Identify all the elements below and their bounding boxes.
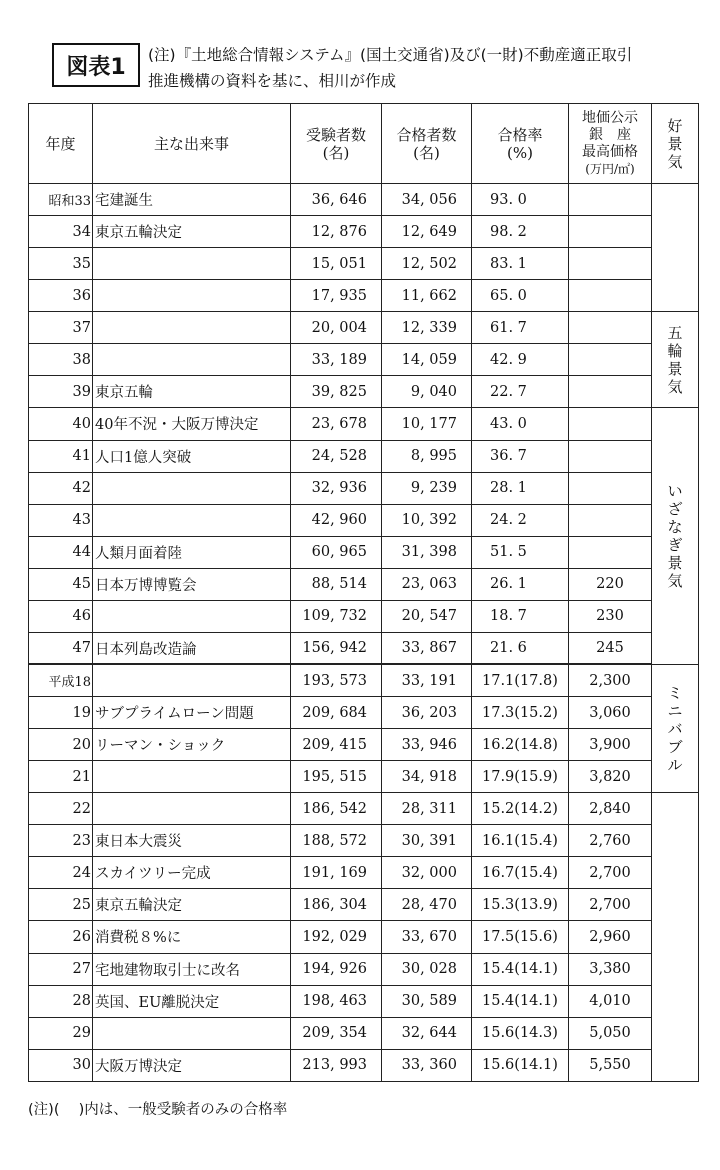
rate-cell: 16.7(15.4): [472, 857, 569, 889]
event-cell: 大阪万博決定: [93, 1049, 291, 1081]
rate-cell: 65. 0: [472, 280, 569, 312]
price-cell: [569, 504, 652, 536]
table-row: [29, 408, 699, 440]
event-cell: スカイツリー完成: [93, 857, 291, 889]
year-cell: 22: [29, 793, 93, 825]
boom-period-gorin: [652, 312, 699, 408]
event-cell: [93, 1017, 291, 1049]
passers-cell: 20, 547: [382, 600, 472, 632]
boom-period-char: ニ: [667, 701, 683, 720]
table-row: [29, 793, 699, 825]
price-cell: 220: [569, 568, 652, 600]
price-cell: 2,300: [569, 664, 652, 696]
passers-cell: 32, 000: [382, 857, 472, 889]
header-boom-text: [667, 117, 682, 171]
header-boom-char: 気: [667, 152, 683, 171]
passers-cell: 14, 059: [382, 344, 472, 376]
year-cell: 20: [29, 729, 93, 761]
footnote: (注)( )内は、一般受験者のみの合格率: [28, 1102, 288, 1118]
header-passers: [382, 104, 472, 184]
table-row: [29, 376, 699, 408]
passers-cell: 36, 203: [382, 697, 472, 729]
boom-period-char: 五: [667, 323, 683, 342]
rate-cell: 15.2(14.2): [472, 793, 569, 825]
applicants-cell: 39, 825: [291, 376, 382, 408]
year-cell: 34: [29, 216, 93, 248]
event-cell: 東日本大震災: [93, 825, 291, 857]
caption-line-1: (注)『土地総合情報システム』(国土交通省)及び(一財)不動産適正取引: [148, 46, 633, 64]
rate-cell: 83. 1: [472, 248, 569, 280]
passers-cell: 9, 040: [382, 376, 472, 408]
table-row: [29, 632, 699, 664]
price-cell: [569, 248, 652, 280]
passers-cell: 32, 644: [382, 1017, 472, 1049]
header-year: 年度: [29, 104, 93, 184]
table-row: [29, 504, 699, 536]
table-row: [29, 729, 699, 761]
table-row: [29, 472, 699, 504]
passers-cell: 12, 502: [382, 248, 472, 280]
table-row: [29, 664, 699, 696]
header-applicants-label: 受験者数: [305, 125, 366, 144]
price-cell: 3,820: [569, 761, 652, 793]
boom-period-char: 輪: [667, 341, 683, 360]
header-passers-label: 合格者数: [396, 125, 457, 144]
header-rate-label: 合格率: [497, 125, 543, 144]
boom-period-char: い: [667, 482, 683, 501]
event-cell: 人類月面着陸: [93, 536, 291, 568]
rate-cell: 17.5(15.6): [472, 921, 569, 953]
price-cell: 5,550: [569, 1049, 652, 1081]
passers-cell: 30, 589: [382, 985, 472, 1017]
price-cell: [569, 184, 652, 216]
event-cell: 東京五輪: [93, 376, 291, 408]
year-cell: 29: [29, 1017, 93, 1049]
applicants-cell: 12, 876: [291, 216, 382, 248]
table-row: [29, 857, 699, 889]
event-cell: リーマン・ショック: [93, 729, 291, 761]
header-price-unit: (万円/㎡): [585, 161, 635, 176]
applicants-cell: 24, 528: [291, 440, 382, 472]
event-cell: 40年不況・大阪万博決定: [93, 408, 291, 440]
year-cell: 36: [29, 280, 93, 312]
price-cell: 3,380: [569, 953, 652, 985]
boom-period-char: 気: [667, 572, 683, 591]
passers-cell: 9, 239: [382, 472, 472, 504]
event-cell: 消費税８%に: [93, 921, 291, 953]
applicants-cell: 193, 573: [291, 664, 382, 696]
table-row: [29, 600, 699, 632]
year-cell: 26: [29, 921, 93, 953]
rate-cell: 16.2(14.8): [472, 729, 569, 761]
event-cell: 東京五輪決定: [93, 889, 291, 921]
rate-cell: 61. 7: [472, 312, 569, 344]
passers-cell: 11, 662: [382, 280, 472, 312]
event-cell: [93, 280, 291, 312]
year-cell: 40: [29, 408, 93, 440]
applicants-cell: 42, 960: [291, 504, 382, 536]
event-cell: 東京五輪決定: [93, 216, 291, 248]
applicants-cell: 209, 415: [291, 729, 382, 761]
figure-caption: [148, 42, 708, 94]
rate-cell: 22. 7: [472, 376, 569, 408]
passers-cell: 34, 918: [382, 761, 472, 793]
header-boom-char: 景: [667, 134, 683, 153]
year-cell: 21: [29, 761, 93, 793]
rate-cell: 51. 5: [472, 536, 569, 568]
rate-cell: 26. 1: [472, 568, 569, 600]
applicants-cell: 23, 678: [291, 408, 382, 440]
passers-cell: 33, 670: [382, 921, 472, 953]
price-cell: [569, 440, 652, 472]
passers-cell: 33, 191: [382, 664, 472, 696]
price-cell: [569, 536, 652, 568]
table-row: [29, 568, 699, 600]
table-row: [29, 697, 699, 729]
applicants-cell: 15, 051: [291, 248, 382, 280]
exam-stats-table: [28, 103, 699, 1082]
rate-cell: 15.6(14.1): [472, 1049, 569, 1081]
year-cell: 46: [29, 600, 93, 632]
passers-cell: 23, 063: [382, 568, 472, 600]
event-cell: 日本列島改造論: [93, 632, 291, 664]
price-cell: 2,960: [569, 921, 652, 953]
price-cell: 2,760: [569, 825, 652, 857]
header-boom-char: 好: [667, 116, 683, 135]
event-cell: 宅地建物取引士に改名: [93, 953, 291, 985]
year-cell: 昭和33: [29, 184, 93, 216]
boom-period-char: ぎ: [667, 536, 683, 555]
rate-cell: 18. 7: [472, 600, 569, 632]
table-row: [29, 280, 699, 312]
applicants-cell: 20, 004: [291, 312, 382, 344]
year-cell: 平成18: [29, 664, 93, 696]
boom-period-empty: [652, 793, 699, 1082]
rate-cell: 43. 0: [472, 408, 569, 440]
event-cell: [93, 312, 291, 344]
price-cell: 3,900: [569, 729, 652, 761]
rate-cell: 17.3(15.2): [472, 697, 569, 729]
event-cell: 英国、EU離脱決定: [93, 985, 291, 1017]
year-cell: 35: [29, 248, 93, 280]
table-row: [29, 216, 699, 248]
year-cell: 44: [29, 536, 93, 568]
boom-period-char: 景: [667, 554, 683, 573]
applicants-cell: 17, 935: [291, 280, 382, 312]
applicants-cell: 188, 572: [291, 825, 382, 857]
figure-header: [52, 40, 702, 96]
applicants-cell: 109, 732: [291, 600, 382, 632]
table-row: [29, 761, 699, 793]
year-cell: 39: [29, 376, 93, 408]
rate-cell: 15.6(14.3): [472, 1017, 569, 1049]
rate-cell: 17.9(15.9): [472, 761, 569, 793]
table-row: [29, 344, 699, 376]
year-cell: 47: [29, 632, 93, 664]
table-row: [29, 1049, 699, 1081]
passers-cell: 33, 867: [382, 632, 472, 664]
price-cell: [569, 216, 652, 248]
rate-cell: 24. 2: [472, 504, 569, 536]
price-cell: 2,840: [569, 793, 652, 825]
header-passers-unit: (名): [413, 143, 440, 162]
table-row: [29, 825, 699, 857]
header-price: [569, 104, 652, 184]
header-boom: [652, 104, 699, 184]
boom-period-char: ミ: [667, 683, 683, 702]
applicants-cell: 192, 029: [291, 921, 382, 953]
table-row: [29, 536, 699, 568]
year-cell: 27: [29, 953, 93, 985]
boom-period-char: な: [667, 518, 683, 537]
year-cell: 23: [29, 825, 93, 857]
rate-cell: 15.4(14.1): [472, 953, 569, 985]
event-cell: サブプライムローン問題: [93, 697, 291, 729]
boom-period-char: 気: [667, 377, 683, 396]
year-cell: 37: [29, 312, 93, 344]
table-row: [29, 248, 699, 280]
price-cell: 2,700: [569, 889, 652, 921]
table-row: [29, 921, 699, 953]
applicants-cell: 36, 646: [291, 184, 382, 216]
applicants-cell: 186, 304: [291, 889, 382, 921]
year-cell: 24: [29, 857, 93, 889]
passers-cell: 10, 392: [382, 504, 472, 536]
event-cell: [93, 664, 291, 696]
applicants-cell: 156, 942: [291, 632, 382, 664]
year-cell: 45: [29, 568, 93, 600]
header-event: 主な出来事: [93, 104, 291, 184]
year-cell: 25: [29, 889, 93, 921]
passers-cell: 10, 177: [382, 408, 472, 440]
year-cell: 42: [29, 472, 93, 504]
price-cell: 2,700: [569, 857, 652, 889]
rate-cell: 93. 0: [472, 184, 569, 216]
applicants-cell: 88, 514: [291, 568, 382, 600]
applicants-cell: 213, 993: [291, 1049, 382, 1081]
passers-cell: 30, 391: [382, 825, 472, 857]
price-cell: [569, 312, 652, 344]
event-cell: [93, 504, 291, 536]
passers-cell: 28, 311: [382, 793, 472, 825]
rate-cell: 36. 7: [472, 440, 569, 472]
table-row: [29, 440, 699, 472]
event-cell: [93, 600, 291, 632]
table-body: [29, 184, 699, 1082]
boom-period-char: ブ: [667, 737, 683, 756]
header-price-line-2: 銀 座: [589, 126, 631, 143]
year-cell: 19: [29, 697, 93, 729]
passers-cell: 34, 056: [382, 184, 472, 216]
applicants-cell: 32, 936: [291, 472, 382, 504]
event-cell: 人口1億人突破: [93, 440, 291, 472]
rate-cell: 42. 9: [472, 344, 569, 376]
boom-period-label: [667, 482, 682, 590]
event-cell: [93, 761, 291, 793]
rate-cell: 98. 2: [472, 216, 569, 248]
year-cell: 28: [29, 985, 93, 1017]
event-cell: [93, 344, 291, 376]
rate-cell: 15.3(13.9): [472, 889, 569, 921]
event-cell: [93, 248, 291, 280]
boom-period-char: バ: [667, 719, 683, 738]
price-cell: [569, 280, 652, 312]
boom-period-char: ル: [667, 755, 683, 774]
header-applicants: [291, 104, 382, 184]
header-price-line-3: 最高価格: [582, 143, 638, 160]
header-price-line-1: 地価公示: [582, 109, 638, 126]
year-cell: 38: [29, 344, 93, 376]
price-cell: [569, 344, 652, 376]
passers-cell: 12, 339: [382, 312, 472, 344]
boom-period-label: [667, 684, 682, 774]
boom-period-minibubble: [652, 664, 699, 792]
applicants-cell: 198, 463: [291, 985, 382, 1017]
year-cell: 41: [29, 440, 93, 472]
event-cell: [93, 793, 291, 825]
price-cell: 4,010: [569, 985, 652, 1017]
applicants-cell: 60, 965: [291, 536, 382, 568]
figure-label: 図表1: [52, 43, 140, 87]
table-row: [29, 889, 699, 921]
boom-period-izanagi: [652, 408, 699, 665]
rate-cell: 15.4(14.1): [472, 985, 569, 1017]
passers-cell: 8, 995: [382, 440, 472, 472]
applicants-cell: 195, 515: [291, 761, 382, 793]
applicants-cell: 33, 189: [291, 344, 382, 376]
price-cell: 245: [569, 632, 652, 664]
rate-cell: 28. 1: [472, 472, 569, 504]
event-cell: 宅建誕生: [93, 184, 291, 216]
header-rate-unit: (%): [507, 143, 533, 162]
header-applicants-unit: (名): [322, 143, 350, 162]
table-header-row: [29, 104, 699, 184]
event-cell: 日本万博博覧会: [93, 568, 291, 600]
boom-period-empty: [652, 184, 699, 312]
passers-cell: 30, 028: [382, 953, 472, 985]
price-cell: [569, 376, 652, 408]
boom-period-label: [667, 324, 682, 396]
boom-period-char: 景: [667, 359, 683, 378]
price-cell: 5,050: [569, 1017, 652, 1049]
passers-cell: 31, 398: [382, 536, 472, 568]
price-cell: [569, 472, 652, 504]
passers-cell: 33, 946: [382, 729, 472, 761]
table-row: [29, 985, 699, 1017]
table-row: [29, 953, 699, 985]
year-cell: 30: [29, 1049, 93, 1081]
table-row: [29, 312, 699, 344]
table-row: [29, 1017, 699, 1049]
applicants-cell: 186, 542: [291, 793, 382, 825]
passers-cell: 12, 649: [382, 216, 472, 248]
applicants-cell: 209, 354: [291, 1017, 382, 1049]
applicants-cell: 191, 169: [291, 857, 382, 889]
passers-cell: 33, 360: [382, 1049, 472, 1081]
price-cell: 230: [569, 600, 652, 632]
rate-cell: 16.1(15.4): [472, 825, 569, 857]
table-row: [29, 184, 699, 216]
header-rate: [472, 104, 569, 184]
boom-period-char: ざ: [667, 500, 683, 519]
rate-cell: 21. 6: [472, 632, 569, 664]
applicants-cell: 194, 926: [291, 953, 382, 985]
event-cell: [93, 472, 291, 504]
price-cell: 3,060: [569, 697, 652, 729]
passers-cell: 28, 470: [382, 889, 472, 921]
caption-line-2: 推進機構の資料を基に、相川が作成: [148, 72, 397, 90]
rate-cell: 17.1(17.8): [472, 664, 569, 696]
price-cell: [569, 408, 652, 440]
applicants-cell: 209, 684: [291, 697, 382, 729]
year-cell: 43: [29, 504, 93, 536]
